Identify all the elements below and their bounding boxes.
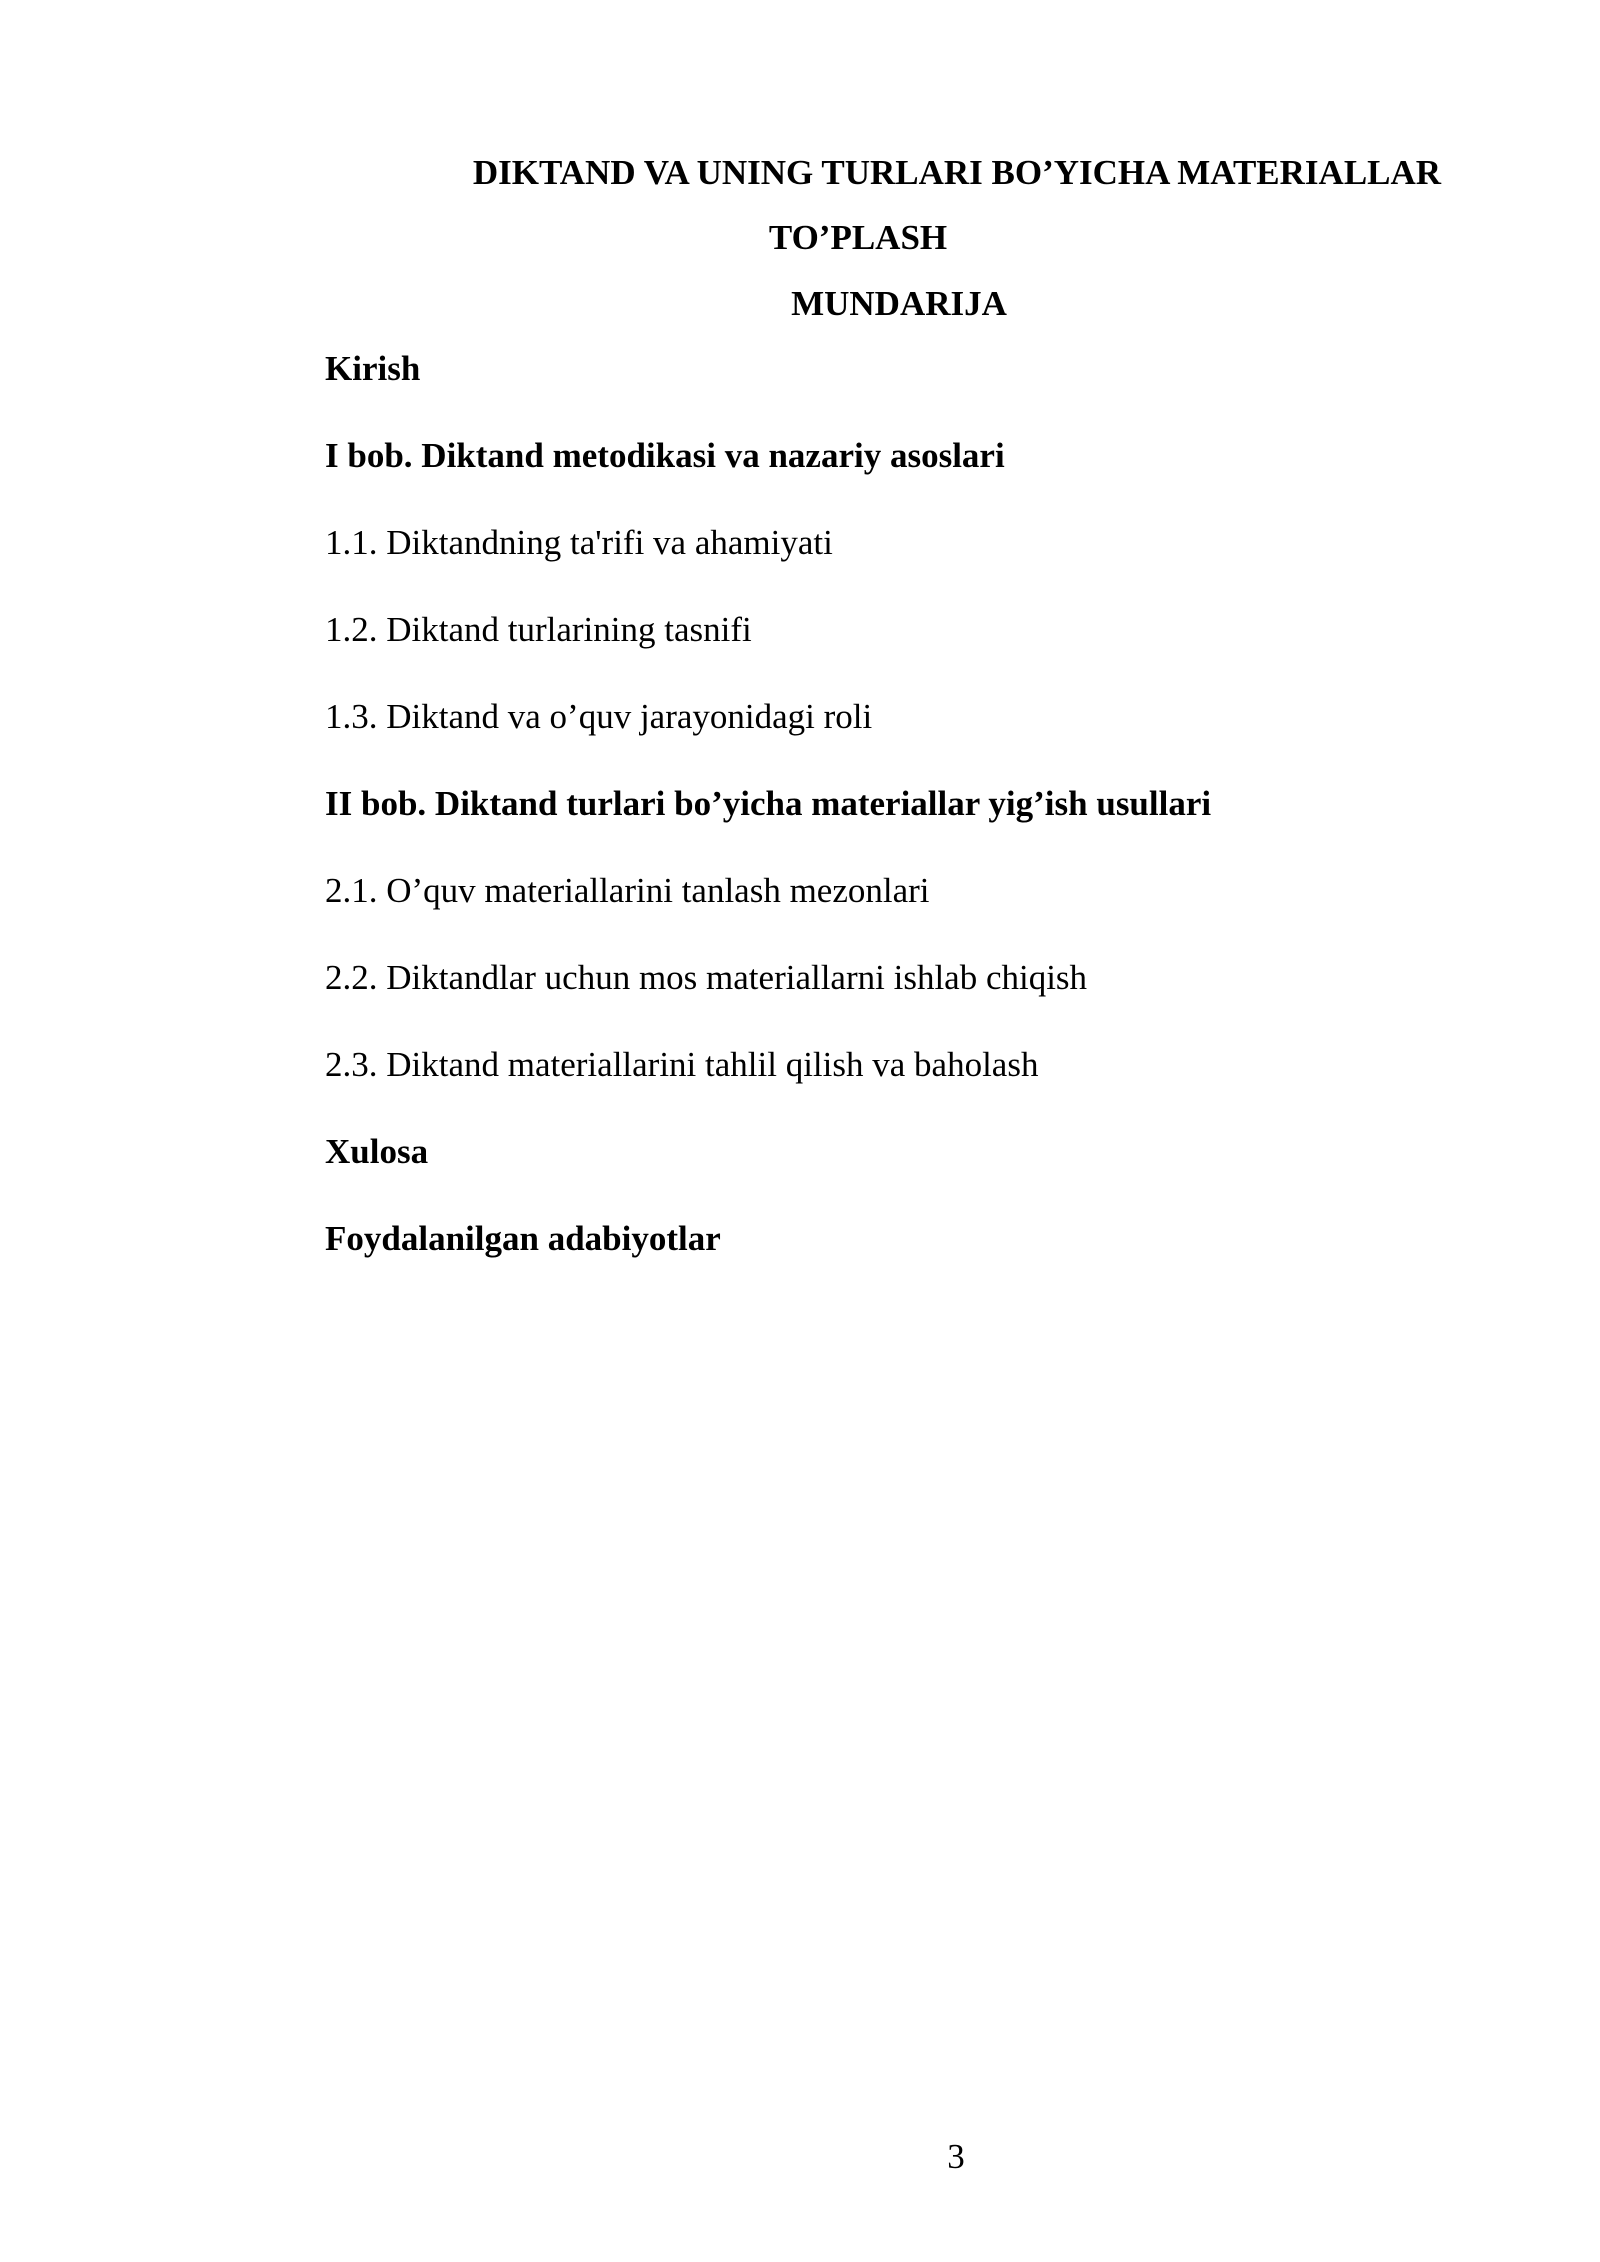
- toc-item-section-1-2: 1.2. Diktand turlarining tasnifi: [325, 610, 752, 649]
- document-title-line-1: DIKTAND VA UNING TURLARI BO’YICHA MATERIALLAR: [472, 153, 1442, 192]
- toc-item-section-2-1: 2.1. O’quv materiallarini tanlash mezonlari: [325, 871, 930, 910]
- toc-item-references: Foydalanilgan adabiyotlar: [325, 1219, 721, 1258]
- toc-item-section-1-1: 1.1. Diktandning ta'rifi va ahamiyati: [325, 523, 833, 562]
- toc-item-xulosa: Xulosa: [325, 1132, 429, 1171]
- toc-item-section-2-2: 2.2. Diktandlar uchun mos materiallarni ishlab chiqish: [325, 958, 1088, 997]
- toc-item-chapter-2: II bob. Diktand turlari bo’yicha materiallar yig’ish usullari: [325, 784, 1212, 823]
- toc-heading: MUNDARIJA: [791, 284, 1007, 323]
- toc-item-kirish: Kirish: [325, 349, 421, 388]
- toc-item-section-2-3: 2.3. Diktand materiallarini tahlil qilish va baholash: [325, 1045, 1039, 1084]
- toc-item-section-1-3: 1.3. Diktand va o’quv jarayonidagi roli: [325, 697, 873, 736]
- document-title-line-2: TO’PLASH: [768, 218, 948, 257]
- toc-item-chapter-1: I bob. Diktand metodikasi va nazariy asoslari: [325, 436, 1005, 475]
- page-number: 3: [947, 2137, 965, 2176]
